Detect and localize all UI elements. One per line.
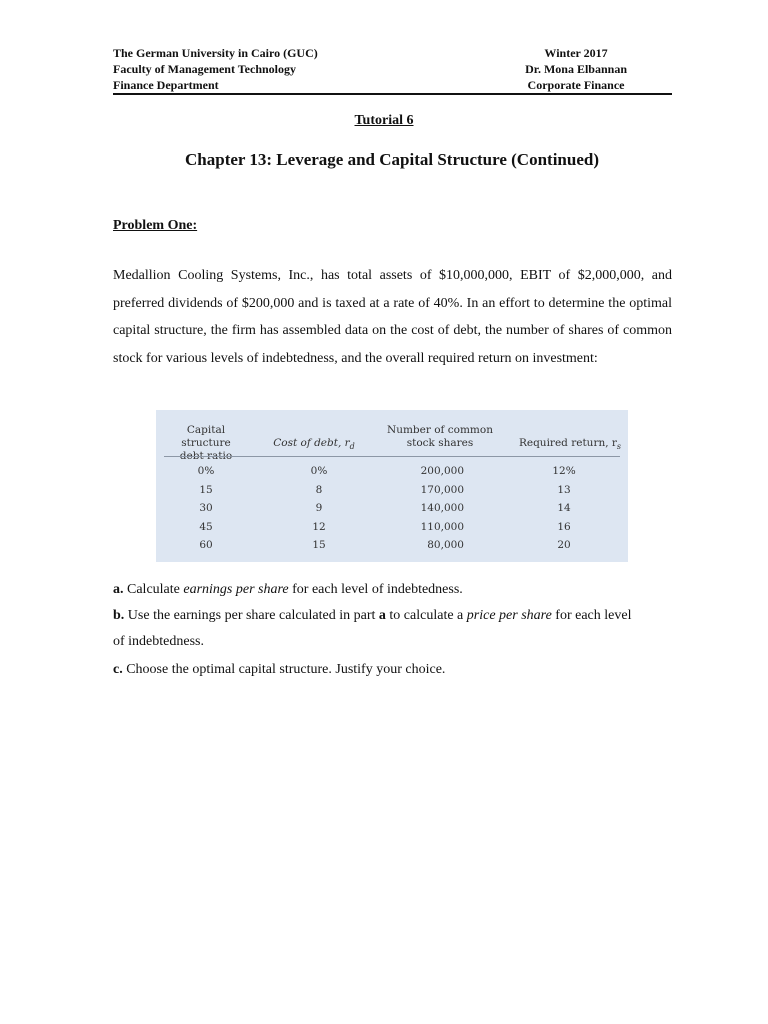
- column-cost-of-debt: [284, 462, 354, 555]
- question-b-line2: of indebtedness.: [113, 634, 204, 649]
- question-c-label: c.: [113, 662, 123, 677]
- question-a-label: a.: [113, 582, 124, 597]
- header-required-return: [516, 437, 624, 453]
- header-required-return-sub: s: [616, 442, 622, 452]
- table-header-rule: [164, 456, 620, 457]
- header-debt-ratio: [162, 424, 250, 463]
- cell: 110,000: [420, 520, 464, 533]
- column-required-return: [528, 462, 600, 555]
- cell: 170,000: [420, 483, 464, 496]
- header-cost-of-debt: [262, 437, 366, 453]
- header-debt-ratio-line1: Capital structure: [181, 424, 231, 449]
- question-b-bold: a: [378, 608, 386, 623]
- header-debt-ratio-line2: debt ratio: [179, 450, 233, 462]
- problem-paragraph: Medallion Cooling Systems, Inc., has total assets of $10,000,000, EBIT of $2,000,000, and preferred dividends of $200,000 and is taxed at a rate of 40%. In an effort to determine the optimal capital structure, the firm has assembled data on the cost of debt, the number of shares of common stock for various levels of indebtedness, and the overall required return on investment:: [113, 268, 672, 366]
- chapter-title: Chapter 13: Leverage and Capital Structure (Continued): [185, 150, 599, 169]
- cell: 12%: [552, 465, 576, 477]
- cell: 15: [199, 483, 213, 496]
- header-left: [113, 45, 318, 93]
- cell: 80,000: [427, 539, 464, 551]
- cell: 13: [557, 483, 571, 496]
- question-c-text: Choose the optimal capital structure. Justify your choice.: [122, 662, 446, 677]
- cell: 30: [199, 502, 213, 514]
- header-shares-line2: stock shares: [406, 437, 474, 449]
- university-name: The German University in Cairo (GUC): [113, 46, 318, 60]
- question-a: [113, 577, 683, 603]
- cell: 20: [557, 539, 571, 551]
- question-c: [113, 657, 683, 683]
- cell: 12: [312, 520, 326, 533]
- faculty-name: Faculty of Management Technology: [113, 62, 296, 76]
- problem-heading: Problem One:: [113, 218, 198, 233]
- question-a-italic: earnings per share: [183, 582, 289, 597]
- question-b-pre: Use the earnings per share calculated in part: [124, 608, 379, 623]
- question-b-italic: price per share: [466, 608, 552, 623]
- header-required-return-text: Required return, r: [518, 437, 617, 449]
- cell: 200,000: [420, 465, 464, 477]
- cell: 16: [557, 520, 571, 533]
- column-debt-ratio: [168, 462, 244, 555]
- header-shares: [378, 424, 502, 450]
- cell: 140,000: [420, 502, 464, 514]
- question-a-pre: Calculate: [123, 582, 184, 597]
- cell: 45: [199, 520, 213, 533]
- question-b-mid: to calculate a: [385, 608, 467, 623]
- header-rule: [113, 93, 672, 95]
- question-b: [113, 603, 683, 629]
- header-right: [525, 45, 627, 93]
- header-cost-of-debt-sub: d: [349, 442, 355, 452]
- cell: 0%: [310, 465, 328, 477]
- header-cost-of-debt-text: Cost of debt, r: [273, 437, 350, 449]
- instructor-name: Dr. Mona Elbannan: [525, 62, 627, 76]
- semester: Winter 2017: [544, 46, 608, 60]
- question-b-label: b.: [113, 608, 125, 623]
- column-shares: [400, 462, 464, 555]
- cell: 8: [315, 483, 323, 496]
- department-name: Finance Department: [113, 78, 219, 92]
- header-shares-line1: Number of common: [387, 424, 493, 436]
- tutorial-title: Tutorial 6: [354, 113, 414, 128]
- cell: 60: [199, 539, 213, 551]
- cell: 9: [315, 502, 323, 514]
- question-b-post: for each level: [551, 608, 632, 623]
- cell: 0%: [197, 465, 215, 477]
- course-name: Corporate Finance: [527, 78, 625, 92]
- cell: 15: [312, 539, 326, 551]
- cell: 14: [557, 502, 571, 514]
- question-a-post: for each level of indebtedness.: [288, 582, 463, 597]
